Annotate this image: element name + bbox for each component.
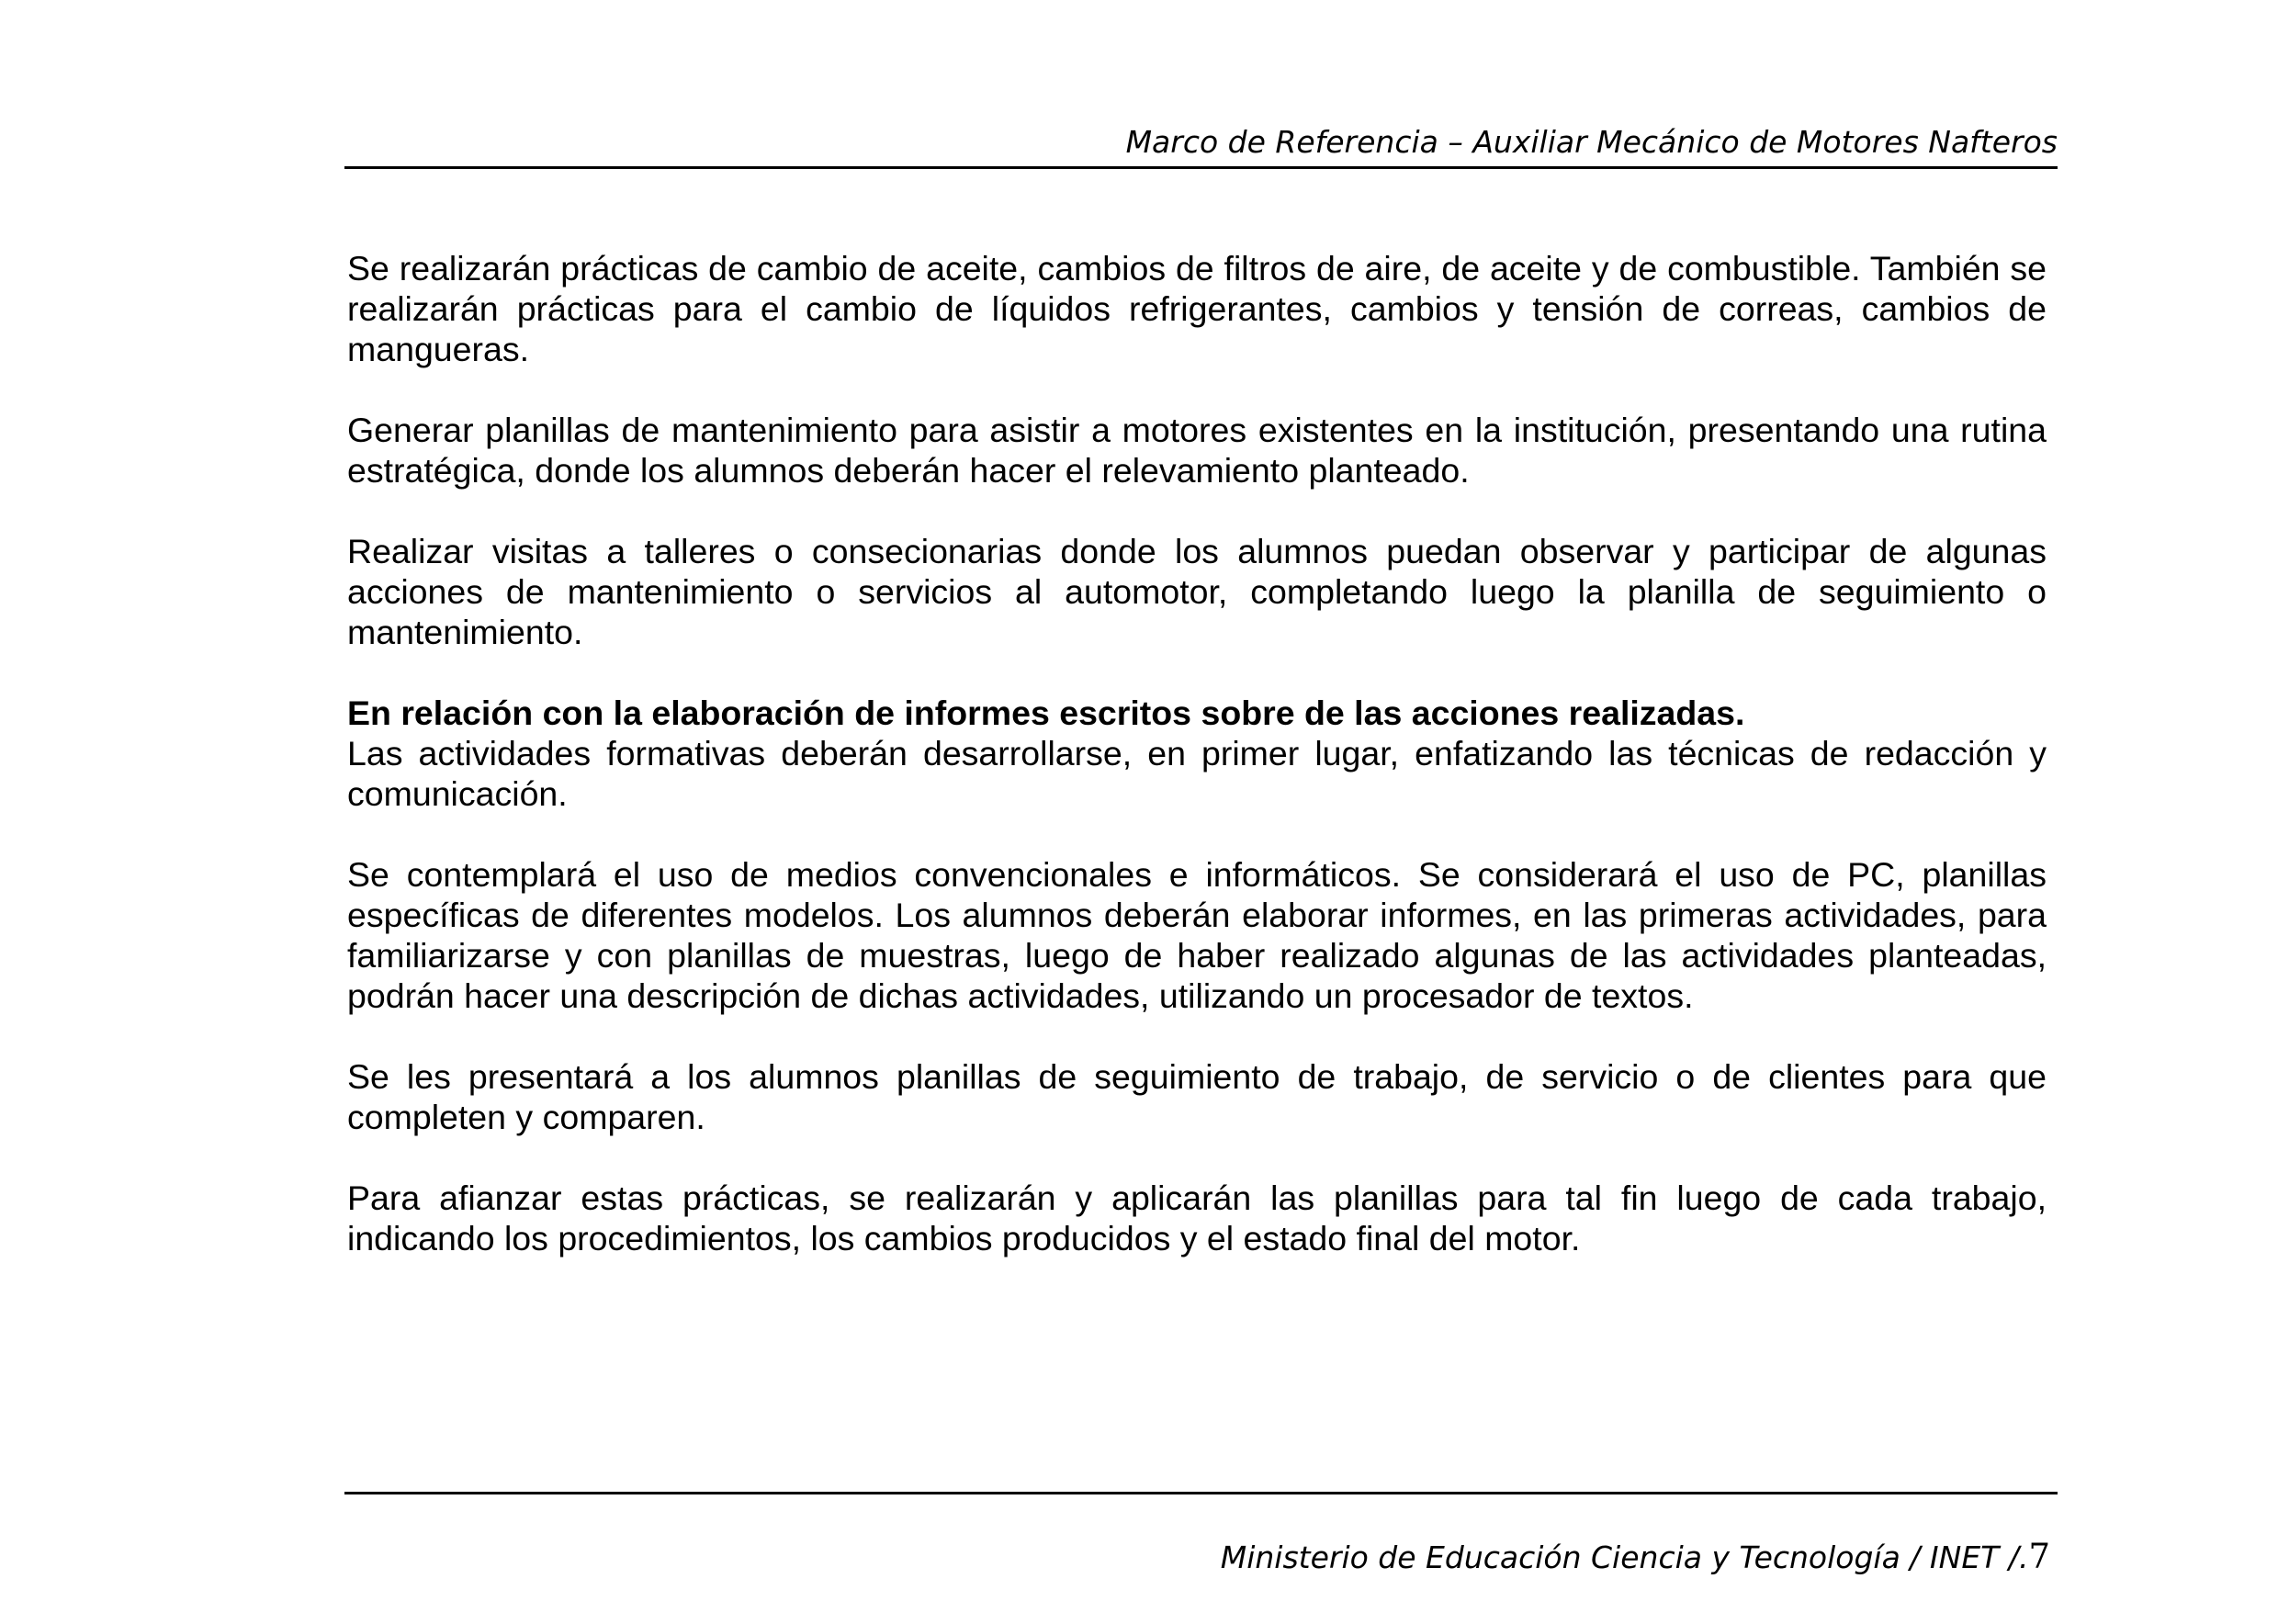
paragraph-tracking-sheets: Se les presentará a los alumnos planillas de seguimiento de trabajo, de servicio o de clientes para que completen y comparen. xyxy=(347,1057,2047,1136)
paragraph-workshop-visits: Realizar visitas a talleres o consecionarias donde los alumnos puedan observar y participar de algunas acciones de mantenimiento o servicios al automotor, completando luego la planilla de seguimiento o mantenimiento. xyxy=(347,532,2047,651)
footer-text: Ministerio de Educación Ciencia y Tecnología / INET /. xyxy=(1220,1539,2029,1575)
page-number: 7 xyxy=(2028,1537,2050,1576)
paragraph-writing-techniques: Las actividades formativas deberán desarrollarse, en primer lugar, enfatizando las técnicas de redacción y comunicación. xyxy=(347,734,2047,813)
paragraph-oil-change-practices: Se realizarán prácticas de cambio de aceite, cambios de filtros de aire, de aceite y de combustible. También se realizarán prácticas para el cambio de líquidos refrigerantes, cambios y tensión de correas, cambios de mangueras. xyxy=(347,249,2047,368)
page-footer xyxy=(344,1492,2058,1584)
paragraph-maintenance-sheets: Generar planillas de mantenimiento para asistir a motores existentes en la institución, presentando una rutina estratégica, donde los alumnos deberán hacer el relevamiento planteado. xyxy=(347,411,2047,490)
paragraph-reinforce-practices: Para afianzar estas prácticas, se realizarán y aplicarán las planillas para tal fin luego de cada trabajo, indicando los procedimientos, los cambios producidos y el estado final del motor. xyxy=(347,1179,2047,1257)
footer-line xyxy=(1221,1539,2050,1576)
document-body xyxy=(347,248,2047,1299)
page-header xyxy=(344,118,2058,169)
section-heading: En relación con la elaboración de informes escritos sobre de las acciones realizadas. xyxy=(347,694,1745,732)
paragraph-conventional-media: Se contemplará el uso de medios convencionales e informáticos. Se considerará el uso de PC, planillas específicas de diferentes modelos. Los alumnos deberán elaborar informes, en las primeras actividades, para familiarizarse y con planillas de muestras, luego de haber realizado algunas de las actividades planteadas, podrán hacer una descripción de dichas actividades, utilizando un procesador de textos. xyxy=(347,855,2047,1015)
header-title: Marco de Referencia – Auxiliar Mecánico de Motores Nafteros xyxy=(1125,124,2058,160)
